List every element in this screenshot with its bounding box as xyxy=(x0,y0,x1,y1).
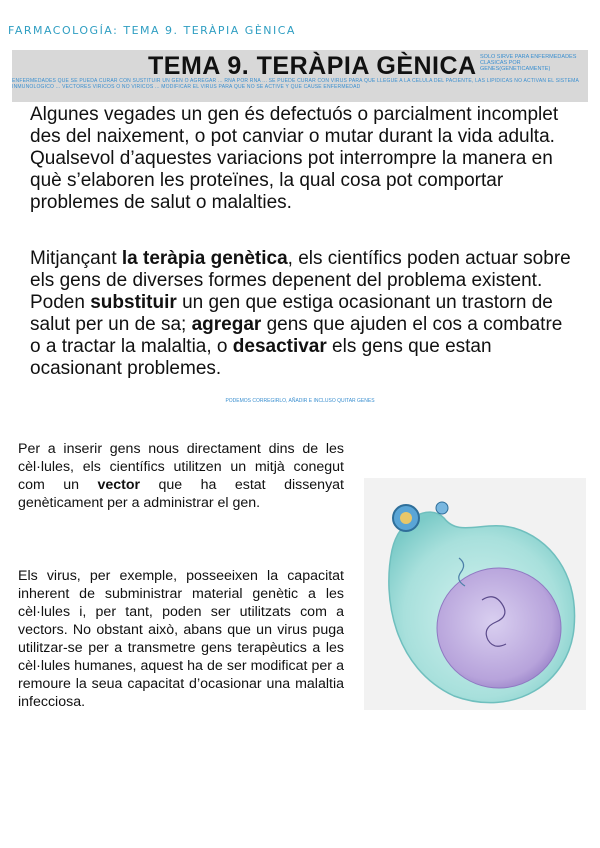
text-span: , els científics poden actuar sobre els gens de diverses formes depenent del problema existent. Poden xyxy=(30,248,571,313)
nucleus xyxy=(437,568,561,688)
side-annotation: SOLO SIRVE PARA ENFERMEDADES CLASICAS POR GENES(GENETICAMENTE) xyxy=(480,54,577,72)
page-header: FARMACOLOGÍA: TEMA 9. TERÀPIA GÈNICA xyxy=(8,24,296,37)
paragraph-gene-therapy xyxy=(30,248,578,380)
bold-term-deactivate: desactivar xyxy=(232,336,327,357)
bold-term-gene-therapy: la teràpia genètica xyxy=(121,248,288,269)
title-band xyxy=(0,48,600,102)
text-span: gens que ajuden el cos a combatre o a tractar la malaltia, o xyxy=(30,314,563,357)
virus-particle-2 xyxy=(436,502,448,514)
paragraph-defective-gene: Algunes vegades un gen és defectuós o parcialment incomplet des del naixement, o pot canviar o mutar durant la vida adulta. Qualsevol d’aquestes variacions pot interrompre la manera en què s’elaboren les proteïnes, la qual cosa pot comportar problemes de salut o malalties. xyxy=(30,104,559,213)
page-title: TEMA 9. TERÀPIA GÈNICA xyxy=(148,52,477,80)
bold-term-add: agregar xyxy=(191,314,262,335)
text-span: els gens que estan ocasionant problemes. xyxy=(30,336,492,379)
paragraph-vector xyxy=(18,440,344,512)
text-span: que ha estat dissenyat genèticament per a administrar el gen. xyxy=(18,477,345,511)
bold-term-substitute: substituir xyxy=(90,292,177,313)
text-span: un gen que estiga ocasionant un trastorn de salut per un de sa; xyxy=(30,292,553,335)
bold-term-vector: vector xyxy=(97,477,141,493)
cell-illustration xyxy=(364,478,586,710)
text-span: Mitjançant xyxy=(30,248,122,269)
cell-virus-svg xyxy=(364,478,586,710)
small-annotation: PODEMOS CORREGIRLO, AÑADIR E INCLUSO QUITAR GENES xyxy=(225,398,375,404)
paragraph-virus: Els virus, per exemple, posseeixen la capacitat inherent de subministrar material genètic a les cèl·lules i, per tant, poden ser utilitzats com a vectors. No obstant això, abans que un virus puga utilitzar-se per a transmetre gens terapèutics a les cèl·lules humanes, aquest ha de ser modificat per a remoure la seua capacitat d’ocasionar una malaltia infecciosa. xyxy=(18,568,344,710)
text-span: Per a inserir gens nous directament dins de les cèl·lules, els científics utilitzen un mitjà conegut com un xyxy=(18,441,344,493)
handwritten-notes: ENFERMEDADES QUE SE PUEDA CURAR CON SUSTITUIR UN GEN O AGREGAR ... RNA POR RNA ... SE PUEDE CURAR CON VIRUS PARA QUE LLEGUE A LA CELULA DEL PACIENTE, LAS LIPIDICAS NO ACTIVAN EL SISTEMA INMUNOLOGICO ... VECTORES VIRICOS O NO VIRICOS ... MODIFICAR EL VIRUS PARA QUE NO SE ACTIVE Y QUE CAUSE ENFERMEDAD xyxy=(12,78,579,90)
virus-core xyxy=(400,512,412,524)
